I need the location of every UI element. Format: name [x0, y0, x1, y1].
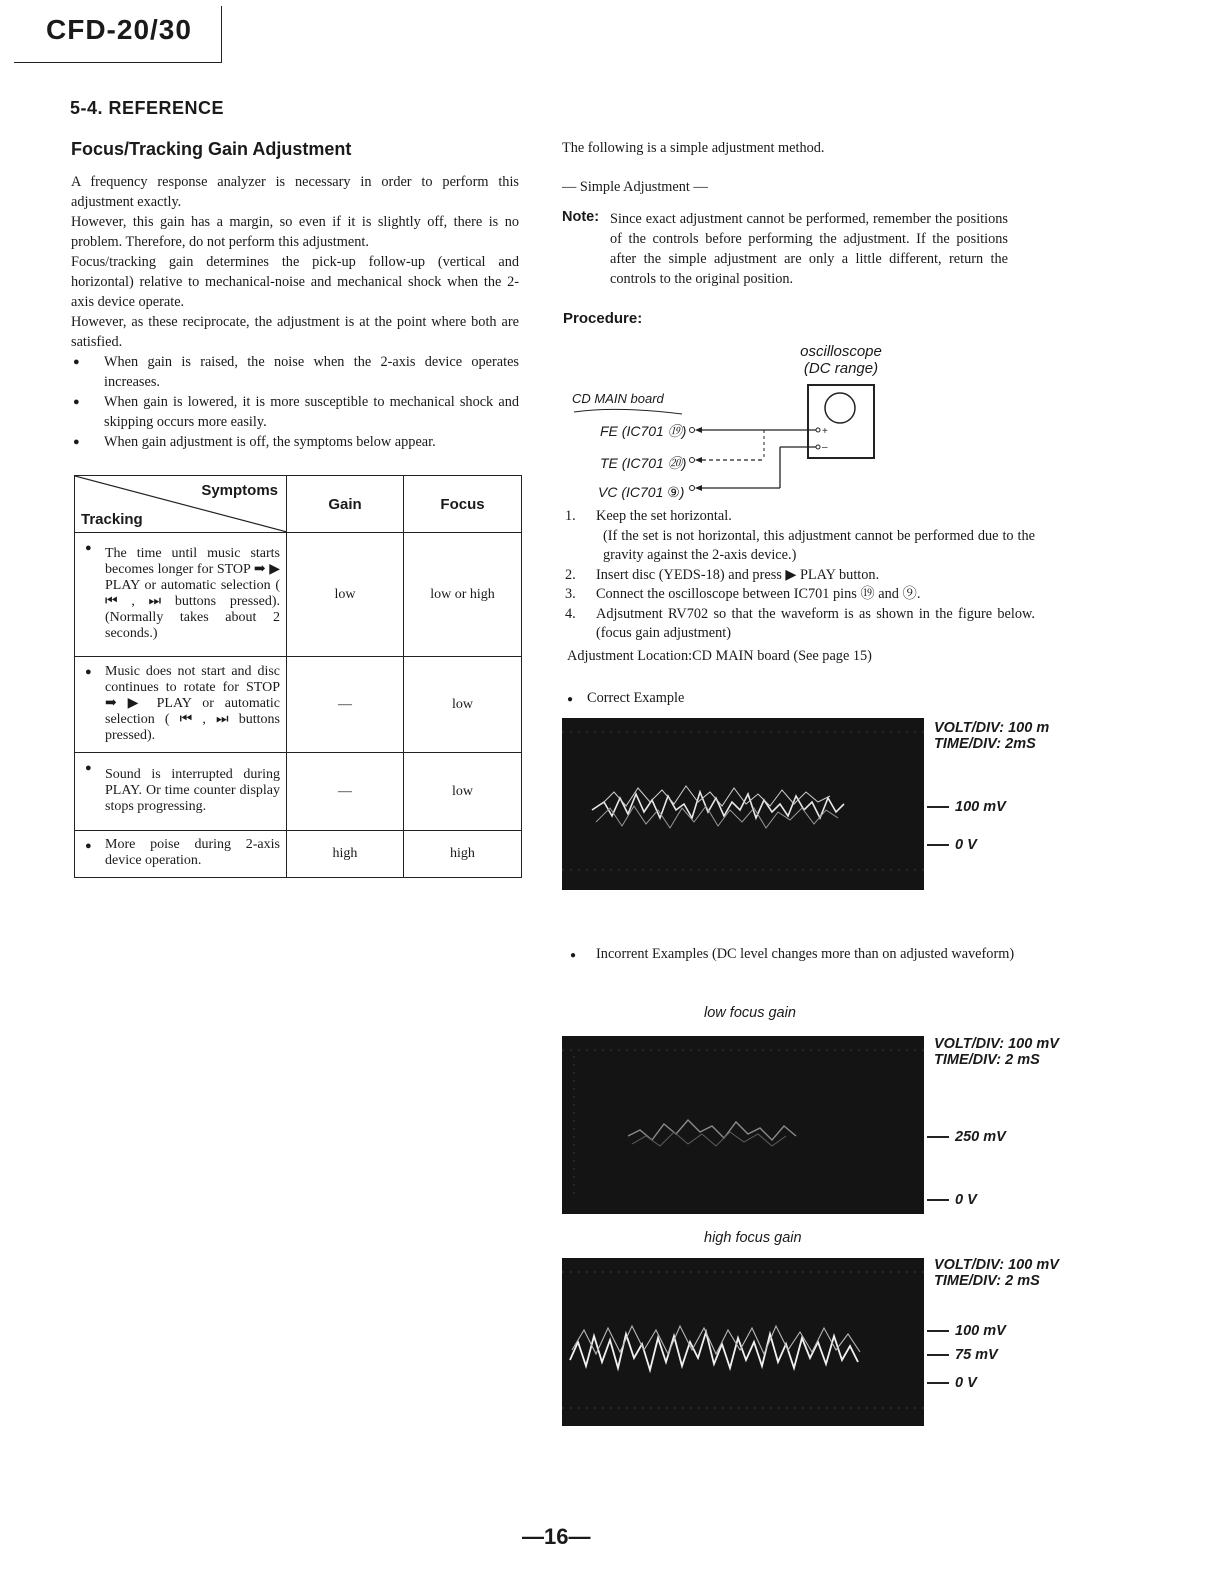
oscilloscope-photo-high	[562, 1258, 924, 1426]
level-marker: 0 V	[927, 1192, 977, 1208]
header-symptoms: Symptoms	[201, 482, 278, 499]
procedure-steps	[565, 507, 1035, 644]
diagonal-header-cell	[75, 476, 287, 533]
step-item: 1. Keep the set horizontal.	[565, 508, 732, 524]
header-focus: Focus	[404, 476, 522, 533]
board-label: CD MAIN board	[572, 391, 664, 406]
level-marker: 100 mV	[927, 799, 1006, 815]
level-marker: 0 V	[927, 1375, 977, 1391]
scale-readout-correct: VOLT/DIV: 100 m TIME/DIV: 2mS	[934, 720, 1050, 752]
section-title: 5-4. REFERENCE	[70, 98, 225, 118]
symptom-cell: ● The time until music starts becomes longer for STOP ➡ ▶ PLAY or automatic selection ( ⏮ , ⏭ buttons pressed). (Normally takes about 2 seconds.)	[75, 533, 287, 657]
oscilloscope-screen	[825, 393, 855, 423]
paragraph: However, this gain has a margin, so even if it is slightly off, there is no problem. Therefore, do not perform this adjustment.	[71, 214, 519, 250]
gain-cell: high	[287, 831, 404, 878]
paragraph: However, as these reciprocate, the adjustment is at the point where both are satisfied.	[71, 314, 519, 350]
symptom-table	[74, 475, 522, 878]
bullet-item: ● When gain is raised, the noise when the 2-axis device operates increases.	[71, 352, 519, 392]
bullet-item: ● When gain adjustment is off, the symptoms below appear.	[71, 432, 519, 452]
pin-label-te: TE (IC701 ⑳)	[600, 455, 687, 471]
page-number: —16—	[522, 1524, 591, 1549]
simple-adjustment-heading: — Simple Adjustment —	[562, 179, 708, 195]
bullet-list	[71, 352, 519, 452]
low-focus-caption: low focus gain	[704, 1005, 796, 1021]
focus-cell: low or high	[404, 533, 522, 657]
focus-cell: low	[404, 657, 522, 753]
oscilloscope-label: oscilloscope (DC range)	[800, 343, 882, 377]
level-marker: 250 mV	[927, 1129, 1006, 1145]
level-marker: 100 mV	[927, 1323, 1006, 1339]
table-row	[75, 831, 522, 878]
note-text: Since exact adjustment cannot be performed, remember the positions of the controls before performing the adjustment. If the positions after the simple adjustment are only a little different, return the controls to the original position.	[610, 211, 1008, 287]
procedure-heading: Procedure:	[563, 310, 643, 327]
waveform-correct	[562, 718, 924, 890]
gain-cell: —	[287, 753, 404, 831]
table-row	[75, 753, 522, 831]
symptom-cell: ● Music does not start and disc continues to rotate for STOP ➡ ▶ PLAY or automatic selection ( ⏮ , ⏭ buttons pressed).	[75, 657, 287, 753]
adjustment-location: Adjustment Location:CD MAIN board (See page 15)	[567, 648, 872, 664]
subsection-title: Focus/Tracking Gain Adjustment	[71, 139, 352, 159]
waveform-low	[562, 1036, 924, 1214]
model-title: CFD-20/30	[46, 14, 192, 45]
paragraph: A frequency response analyzer is necessary in order to perform this adjustment exactly.	[71, 174, 519, 210]
scale-readout-high: VOLT/DIV: 100 mV TIME/DIV: 2 mS	[934, 1257, 1059, 1289]
oscilloscope-photo-correct	[562, 718, 924, 890]
pin-label-fe: FE (IC701 ⑲)	[600, 423, 687, 439]
step-item: 2. Insert disc (YEDS-18) and press ▶ PLAY button.	[565, 566, 880, 583]
correct-example-label: ● Correct Example	[567, 690, 684, 707]
svg-text:+: +	[822, 426, 828, 437]
scale-readout-low: VOLT/DIV: 100 mV TIME/DIV: 2 mS	[934, 1036, 1059, 1068]
high-focus-caption: high focus gain	[704, 1230, 802, 1246]
incorrect-examples-label: ● Incorrent Examples (DC level changes more than on adjusted waveform)	[570, 944, 1020, 966]
bullet-item: ● When gain is lowered, it is more susceptible to mechanical shock and skipping occurs more easily.	[71, 392, 519, 432]
paragraph: Focus/tracking gain determines the pick-up follow-up (vertical and horizontal) relative to mechanical-noise and mechanical shock when the 2-axis device operate.	[71, 254, 519, 310]
gain-cell: low	[287, 533, 404, 657]
step-item: 3. Connect the oscilloscope between IC701 pins ⑲ and ⑨.	[565, 586, 921, 602]
table-header-row	[75, 476, 522, 533]
oscilloscope-body	[808, 385, 874, 458]
pin-label-vc: VC (IC701 ⑨)	[598, 484, 685, 500]
intro-text: The following is a simple adjustment method.	[562, 140, 825, 156]
symptom-cell: ● Sound is interrupted during PLAY. Or time counter display stops progressing.	[75, 753, 287, 831]
focus-cell: high	[404, 831, 522, 878]
table-row	[75, 657, 522, 753]
svg-text:–: –	[822, 442, 828, 453]
oscilloscope-photo-low	[562, 1036, 924, 1214]
step-item: 4. Adjsutment RV702 so that the waveform is as shown in the figure below. (focus gain adjustment)	[565, 605, 1035, 641]
left-body-text	[71, 172, 519, 452]
waveform-high	[562, 1258, 924, 1426]
header-tracking: Tracking	[81, 511, 143, 528]
focus-cell: low	[404, 753, 522, 831]
gain-cell: —	[287, 657, 404, 753]
level-marker: 0 V	[927, 837, 977, 853]
symptom-cell: ● More poise during 2-axis device operation.	[75, 831, 287, 878]
step-note: (If the set is not horizontal, this adjustment cannot be performed due to the gravity against the 2-axis device.)	[603, 527, 1035, 563]
header-rule-horizontal	[14, 62, 222, 63]
note-label: Note:	[562, 209, 600, 225]
table-row	[75, 533, 522, 657]
level-marker: 75 mV	[927, 1347, 998, 1363]
header-gain: Gain	[287, 476, 404, 533]
header-rule-vertical	[221, 6, 222, 62]
